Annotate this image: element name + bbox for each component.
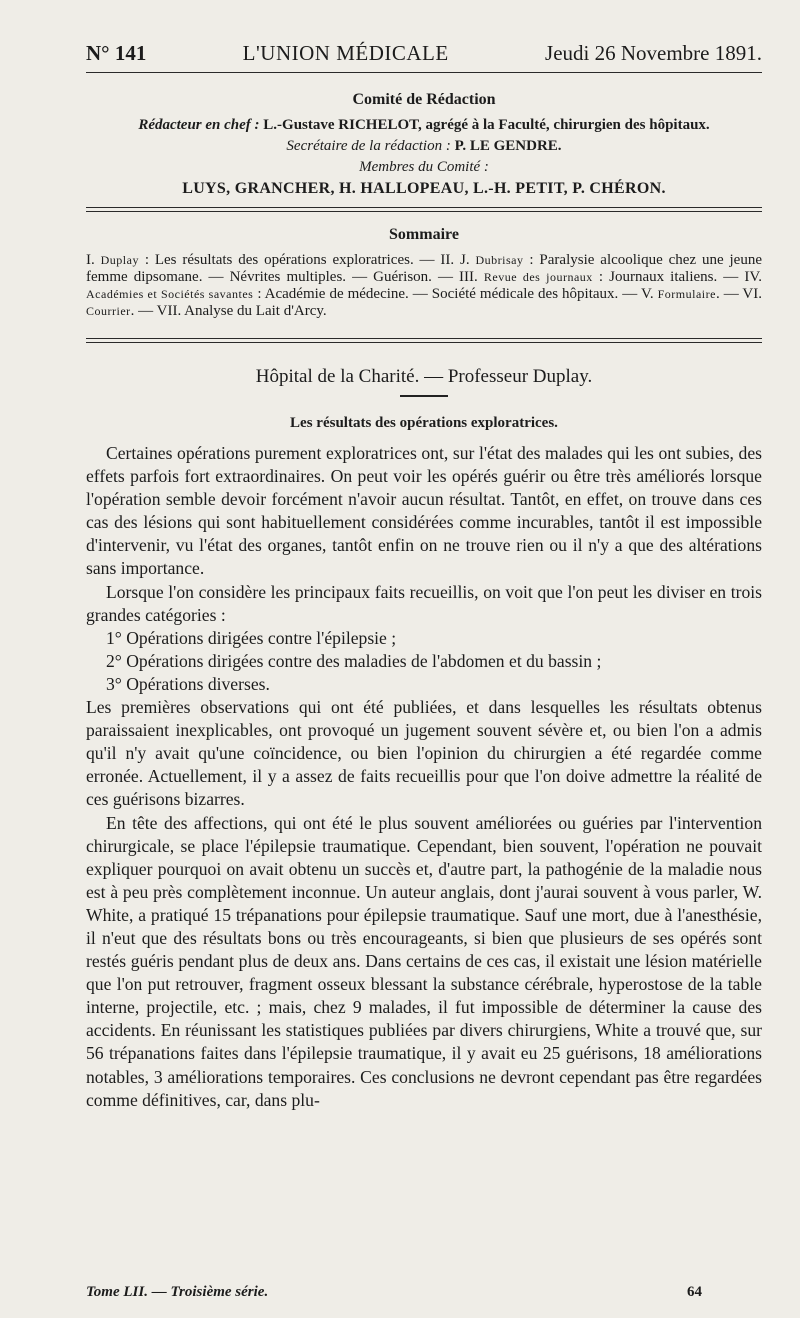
secretaire-name: P. LE GENDRE. <box>454 138 562 154</box>
hospital-name: Hôpital de la Charité. <box>255 366 420 387</box>
page-number: 64 <box>687 1284 702 1300</box>
comite-rule <box>86 207 762 212</box>
paragraph: 2° Opérations dirigées contre des maladies de l'abdomen et du bassin ; <box>106 650 602 671</box>
paragraph: Certaines opérations purement exploratrices ont, sur l'état des malades qui les ont subies, des effets parfois fort extraordinaires. On peut voir les opérés guérir ou être très améliorés lorsque l'opération semble devoir forcément n'avoir aucun résultat. Tantôt, en effet, on trouve dans ces cas des lésions qui sont habituellement considérées comme incurables, tantôt il est impossible d'intervenir, vu l'état des organes, tantôt enfin on ne trouve rien ou il n'y a que des altérations sans importance. <box>86 443 762 579</box>
professor-name: — Professeur Duplay. <box>424 366 593 387</box>
heading-divider <box>400 395 448 397</box>
paragraph: Lorsque l'on considère les principaux faits recueillis, on voit que l'on peut les diviser en trois grandes catégories : <box>86 581 762 625</box>
paragraph: Les premières observations qui ont été publiées, et dans lesquelles les résultats obtenus paraissaient inexplicables, ont provoqué un jugement souvent sévère et, ou bien l'on a admis qu'il n'y avait qu'une coïncidence, ou bien l'opinion du chirurgien a été regardée comme erronée. Actuellement, il y a assez de faits recueillis pour que l'on doive admettre la réalité de ces guérisons bizarres. <box>86 697 762 810</box>
redacteur-label: Rédacteur en chef : <box>138 117 260 133</box>
issue-date: Jeudi 26 Novembre 1891. <box>545 41 762 65</box>
header-rule <box>86 72 762 73</box>
sommaire-title: Sommaire <box>389 226 459 243</box>
page-footer <box>86 1284 702 1301</box>
membres-names: LUYS, GRANCHER, H. HALLOPEAU, L.-H. PETIT, P. CHÉRON. <box>182 180 666 197</box>
secretaire-label: Secrétaire de la rédaction : <box>286 138 451 154</box>
tome-label: Tome LII. — Troisième série. <box>86 1284 269 1300</box>
sommaire-text: I. Duplay : Les résultats des opérations exploratrices. — II. J. Dubrisay : Paralysie alcoolique chez une jeune femme dipsomane. — Névrites multiples. — Guérison. — III. Revue des journaux : Journaux italiens. — IV. Académies et Sociétés savantes : Académie de médecine. — Société médicale des hôpitaux. — V. Formulaire. — VI. Courrier. — VII. Analyse du Lait d'Arcy. <box>86 252 763 319</box>
secretaire-line <box>86 136 762 157</box>
sommaire-rule <box>86 338 762 343</box>
redacteur-name: L.-Gustave RICHELOT, agrégé à la Faculté, chirurgien des hôpitaux. <box>263 117 710 133</box>
hospital-heading <box>86 365 762 389</box>
paragraph: En tête des affections, qui ont été le plus souvent améliorées ou guéries par l'intervention chirurgicale, se place l'épilepsie traumatique. Cependant, bien souvent, l'opération ne pouvait expliquer pourquoi on avait obtenu un succès et, d'autre part, la pathogénie de la maladie nous est à peu près complètement inconnue. Un auteur anglais, dont j'aurai souvent à vous parler, W. White, a pratiqué 15 trépanations pour épilepsie traumatique. Sauf une mort, due à l'anesthésie, il n'eut que des résultats bons ou très encourageants, si bien que plusieurs de ses opérés sont restés guéris pendant plus de deux ans. Dans certains de ces cas, il existait une lésion matérielle que l'on put retrouver, fragment osseux blessant la substance cérébrale, hyperostose de la table interne, projectile, etc. ; mais, chez 9 malades, il fut impossible de déterminer la cause des accidents. En réunissant les statistiques publiées par divers chirurgiens, White a trouvé que, sur 56 trépanations faites dans l'épilepsie traumatique, il y avait eu 25 guérisons, 18 améliorations notables, 3 améliorations temporaires. Ces conclusions ne devront cependant pas être regardées comme définitives, car, dans plu- <box>86 812 762 1110</box>
article-title: Les résultats des opérations exploratrices. <box>290 415 558 431</box>
issue-number: N° 141 <box>86 41 147 65</box>
paragraph: 1° Opérations dirigées contre l'épilepsie ; <box>106 627 397 648</box>
redacteur-line <box>86 115 762 136</box>
journal-title: L'UNION MÉDICALE <box>242 41 449 65</box>
paragraph: 3° Opérations diverses. <box>106 673 270 694</box>
page-header <box>86 40 762 66</box>
comite-title: Comité de Rédaction <box>352 91 496 108</box>
membres-label: Membres du Comité : <box>359 159 489 175</box>
article-body <box>86 442 762 1112</box>
